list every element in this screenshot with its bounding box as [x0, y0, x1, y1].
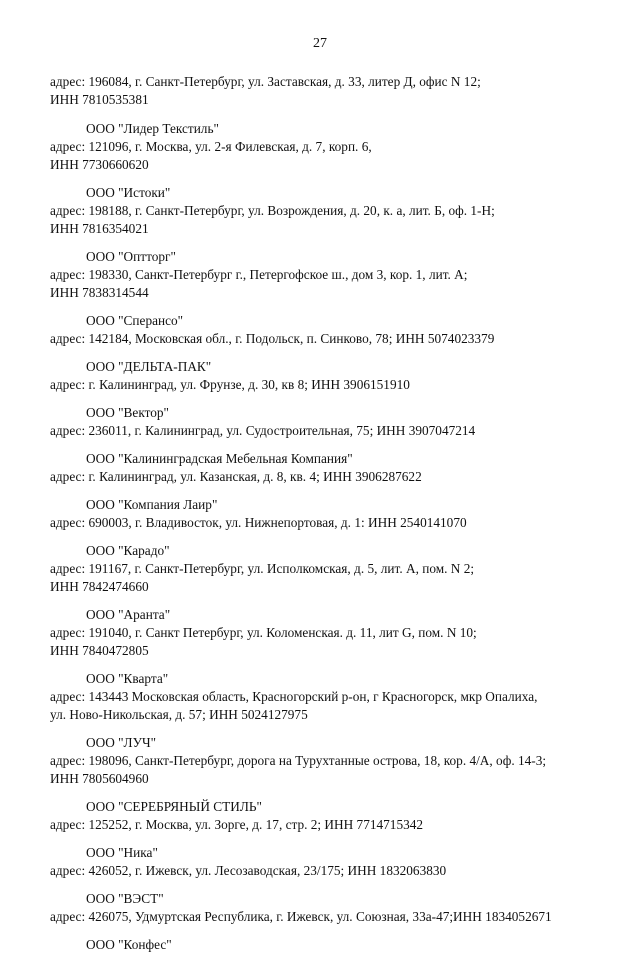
company-entry — [50, 670, 610, 724]
page-number: 27 — [313, 36, 327, 51]
address-line: ИНН 7730660620 — [50, 157, 149, 172]
company-name: ООО "Аранта" — [86, 607, 171, 622]
company-name: ООО "Оптторг" — [86, 249, 176, 264]
company-entry — [50, 496, 610, 532]
company-entry — [50, 248, 610, 302]
address-line: адрес: 236011, г. Калининград, ул. Судостроительная, 75; ИНН 3907047214 — [50, 423, 476, 438]
company-name: ООО "Калининградская Мебельная Компания" — [86, 451, 353, 466]
company-entry — [50, 606, 610, 660]
company-name: ООО "Кварта" — [86, 671, 169, 686]
address-line: ул. Ново-Никольская, д. 57; ИНН 5024127975 — [50, 707, 308, 722]
address-line: ИНН 7840472805 — [50, 643, 149, 658]
address-line: адрес: 196084, г. Санкт-Петербург, ул. Заставская, д. 33, литер Д, офис N 12; — [50, 74, 481, 89]
company-entry — [50, 120, 610, 174]
address-line: адрес: 143443 Московская область, Красногорский р-он, г Красногорск, мкр Опалиха, — [50, 689, 538, 704]
company-name: ООО "Истоки" — [86, 185, 171, 200]
company-entry — [50, 184, 610, 238]
address-line: адрес: 426075, Удмуртская Республика, г. Ижевск, ул. Союзная, 33а-47;ИНН 1834052671 — [50, 909, 552, 924]
company-entry — [50, 450, 610, 486]
company-name: ООО "ДЕЛЬТА-ПАК" — [86, 359, 212, 374]
address-line: ИНН 7805604960 — [50, 771, 149, 786]
company-name: ООО "СЕРЕБРЯНЫЙ СТИЛЬ" — [86, 799, 262, 814]
address-line: адрес: 121096, г. Москва, ул. 2-я Филевская, д. 7, корп. 6, — [50, 139, 372, 154]
company-name: ООО "Вектор" — [86, 405, 169, 420]
address-line: адрес: 426052, г. Ижевск, ул. Лесозаводская, 23/175; ИНН 1832063830 — [50, 863, 447, 878]
address-line: ИНН 7816354021 — [50, 221, 149, 236]
company-name: ООО "Конфес" — [86, 937, 172, 952]
company-list — [50, 73, 610, 964]
company-name: ООО "Сперансо" — [86, 313, 184, 328]
address-line: адрес: г. Калининград, ул. Фрунзе, д. 30, кв 8; ИНН 3906151910 — [50, 377, 410, 392]
company-name: ООО "Ника" — [86, 845, 158, 860]
company-entry — [50, 734, 610, 788]
address-line: адрес: 142184, Московская обл., г. Подольск, п. Синково, 78; ИНН 5074023379 — [50, 331, 495, 346]
company-name: ООО "ВЭСТ" — [86, 891, 164, 906]
address-line: ИНН 7838314544 — [50, 285, 149, 300]
address-line: адрес: 690003, г. Владивосток, ул. Нижнепортовая, д. 1: ИНН 2540141070 — [50, 515, 467, 530]
address-line: адрес: 198330, Санкт-Петербург г., Петергофское ш., дом 3, кор. 1, лит. А; — [50, 267, 468, 282]
company-name: ООО "ЛУЧ" — [86, 735, 157, 750]
address-line: адрес: 191040, г. Санкт Петербург, ул. Коломенская. д. 11, лит G, пом. N 10; — [50, 625, 477, 640]
company-name: ООО "Карадо" — [86, 543, 170, 558]
company-entry — [50, 358, 610, 394]
company-entry — [50, 798, 610, 834]
address-line: ИНН 7842474660 — [50, 579, 149, 594]
address-line: адрес: 191167, г. Санкт-Петербург, ул. Исполкомская, д. 5, лит. А, пом. N 2; — [50, 561, 475, 576]
company-name: ООО "Лидер Текстиль" — [86, 121, 219, 136]
address-line: адрес: 198188, г. Санкт-Петербург, ул. Возрождения, д. 20, к. а, лит. Б, оф. 1-Н; — [50, 203, 495, 218]
company-entry — [50, 844, 610, 880]
entry-continued — [50, 73, 610, 109]
address-line: адрес: г. Калининград, ул. Казанская, д. 8, кв. 4; ИНН 3906287622 — [50, 469, 422, 484]
address-line: ИНН 7810535381 — [50, 92, 149, 107]
address-line: адрес: 125252, г. Москва, ул. Зорге, д. 17, стр. 2; ИНН 7714715342 — [50, 817, 424, 832]
company-entry — [50, 542, 610, 596]
company-name: ООО "Компания Лаир" — [86, 497, 218, 512]
company-entry — [50, 890, 610, 926]
address-line: адрес: 198096, Санкт-Петербург, дорога на Турухтанные острова, 18, кор. 4/А, оф. 14-3; — [50, 753, 547, 768]
company-entry — [50, 936, 610, 954]
company-entry — [50, 404, 610, 440]
company-entry — [50, 312, 610, 348]
